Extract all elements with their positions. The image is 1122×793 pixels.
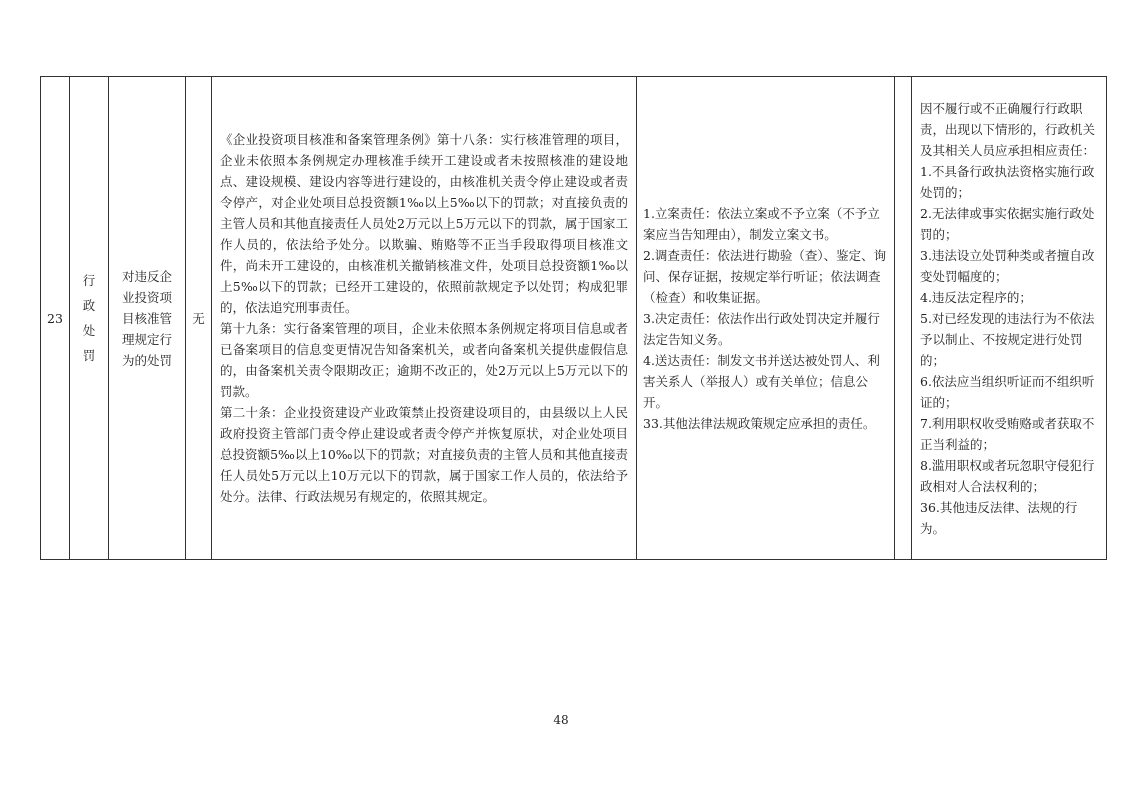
responsibility-item: 4.送达责任：制发文书并送达被处罚人、利害关系人（举报人）或有关单位；信息公开。 <box>643 352 880 410</box>
table-row <box>41 77 1107 560</box>
powers-table <box>40 76 1107 560</box>
responsibility-item: 3.决定责任：依法作出行政处罚决定并履行法定告知义务。 <box>643 310 880 347</box>
responsibility-item: 1.立案责任：依法立案或不予立案（不予立案应当告知理由），制发立案文书。 <box>643 205 880 242</box>
item-name-cell <box>109 77 186 560</box>
item-name-text: 对违反企业投资项目核准管理规定行为的处罚 <box>121 268 172 368</box>
legal-basis-cell <box>212 77 637 560</box>
accountability-item: 因不履行或不正确履行行政职责，出现以下情形的，行政机关及其相关人员应承担相应责任： <box>920 100 1096 158</box>
category-text: 行政处罚 <box>82 273 96 363</box>
accountability-item: 6.依法应当组织听证而不组织听证的； <box>920 373 1095 410</box>
accountability-item: 8.滥用职权或者玩忽职守侵犯行政相对人合法权利的； <box>920 457 1095 494</box>
empty-cell <box>895 77 912 560</box>
responsibility-item: 33.其他法律法规政策规定应承担的责任。 <box>643 415 876 431</box>
responsibility-cell <box>637 77 895 560</box>
row-number: 23 <box>41 77 70 560</box>
category-cell <box>70 77 109 560</box>
page-number: 48 <box>553 713 569 727</box>
basis-paragraph: 第二十条：企业投资建设产业政策禁止投资建设项目的，由县级以上人民政府投资主管部门责令停止建设或者责令停产并恢复原状，对企业处项目总投资额5‰以上10‰以下的罚款；对直接负责的主管人员和其他直接责任人员处5万元以上10万元以下的罚款，属于国家工作人员的，依法给予处分。法律、行政法规另有规定的，依照其规定。 <box>220 405 628 504</box>
accountability-item: 7.利用职权收受贿赂或者获取不正当利益的； <box>920 415 1095 452</box>
accountability-cell <box>912 77 1107 560</box>
basis-paragraph: 第十九条：实行备案管理的项目，企业未依照本条例规定将项目信息或者已备案项目的信息变更情况告知备案机关，或者向备案机关提供虚假信息的，由备案机关责令限期改正；逾期不改正的，处2万元以上5万元以下的罚款。 <box>220 321 628 399</box>
sub-item-cell: 无 <box>186 77 212 560</box>
basis-paragraph: 《企业投资项目核准和备案管理条例》第十八条：实行核准管理的项目，企业未依照本条例规定办理核准手续开工建设或者未按照核准的建设地点、建设规模、建设内容等进行建设的，由核准机关责令停止建设或者责令停产，对企业处项目总投资额1‰以上5‰以下的罚款；对直接负责的主管人员和其他直接责任人员处2万元以上5万元以下的罚款，属于国家工作人员的，依法给予处分。以欺骗、贿赂等不正当手段取得项目核准文件，尚未开工建设的，由核准机关撤销核准文件，处项目总投资额1‰以上5‰以下的罚款；已经开工建设的，依照前款规定予以处罚；构成犯罪的，依法追究刑事责任。 <box>220 132 628 315</box>
accountability-item: 3.违法设立处罚种类或者擅自改变处罚幅度的； <box>920 247 1095 284</box>
accountability-item: 4.违反法定程序的； <box>920 289 1032 305</box>
responsibility-item: 2.调查责任：依法进行勘验（查）、鉴定、询问、保存证据，按规定举行听证；依法调查（检查）和收集证据。 <box>643 247 887 305</box>
accountability-item: 2.无法律或事实依据实施行政处罚的； <box>920 205 1095 242</box>
accountability-item: 36.其他违反法律、法规的行为。 <box>920 499 1078 536</box>
accountability-item: 5.对已经发现的违法行为不依法予以制止、不按规定进行处罚的； <box>920 310 1095 368</box>
accountability-item: 1.不具备行政执法资格实施行政处罚的； <box>920 163 1095 200</box>
